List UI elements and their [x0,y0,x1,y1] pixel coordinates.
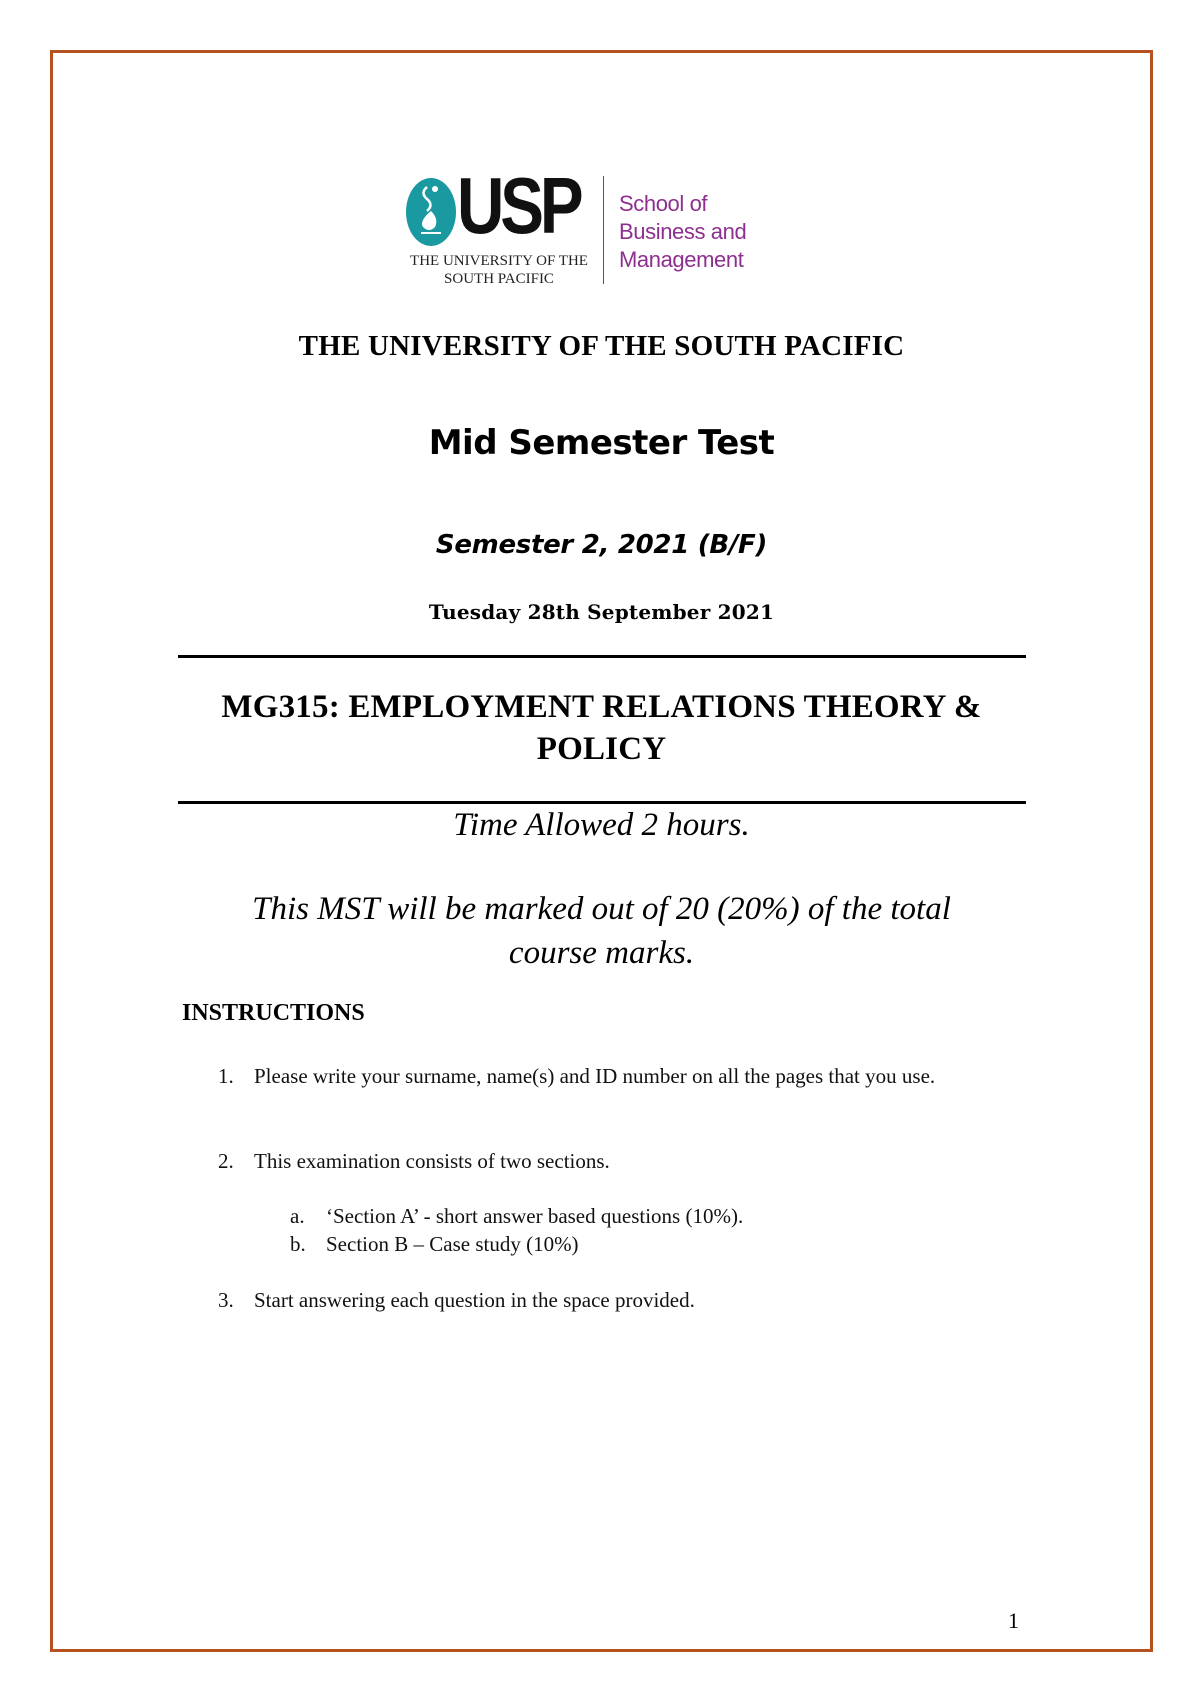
test-title: Mid Semester Test [428,423,775,463]
school-line-1: School of [619,191,708,216]
usp-logo [405,161,795,292]
course-title-line-2: POLICY [536,731,667,767]
course-title [50,686,1153,770]
instruction-subitem [290,1202,890,1230]
instruction-number: 3. [218,1288,234,1312]
marks-note [200,887,1003,975]
semester-label: Semester 2, 2021 (B/F) [435,530,768,560]
instructions-heading: INSTRUCTIONS [182,1000,365,1026]
school-name [619,190,746,274]
subitem-letter: b. [290,1232,306,1256]
school-line-2: Business and [619,219,747,244]
logo-university-line-1: THE UNIVERSITY OF THE [410,253,588,269]
university-name-logo [409,252,589,288]
instruction-subitem [290,1230,890,1258]
test-date: Tuesday 28th September 2021 [428,600,775,624]
time-allowed: Time Allowed 2 hours. [453,807,750,843]
instruction-item [218,1062,1008,1118]
instruction-number: 2. [218,1149,234,1173]
instruction-item [218,1147,1008,1175]
subitem-text: Section B – Case study (10%) [326,1232,579,1256]
course-title-line-1: MG315: EMPLOYMENT RELATIONS THEORY & [221,689,982,725]
school-line-3: Management [619,247,744,272]
instruction-text: Start answering each question in the space provided. [254,1288,695,1312]
divider-bottom [178,801,1026,804]
usp-wordmark: USP [457,161,580,250]
subitem-letter: a. [290,1204,305,1228]
subitem-text: ‘Section A’ - short answer based questions (10%). [326,1204,744,1228]
usp-emblem-icon [405,177,461,247]
divider-top [178,655,1026,658]
instruction-text: This examination consists of two sections. [254,1149,610,1173]
instruction-item [218,1286,1008,1314]
university-title: THE UNIVERSITY OF THE SOUTH PACIFIC [298,330,905,362]
marks-note-line-2: course marks. [508,935,695,971]
logo-university-line-2: SOUTH PACIFIC [444,271,554,287]
instruction-number: 1. [218,1064,234,1088]
marks-note-line-1: This MST will be marked out of 20 (20%) of the total [252,891,951,927]
instruction-text: Please write your surname, name(s) and ID number on all the pages that you use. [254,1064,936,1088]
page-number: 1 [1008,1608,1019,1633]
logo-divider [603,176,604,284]
